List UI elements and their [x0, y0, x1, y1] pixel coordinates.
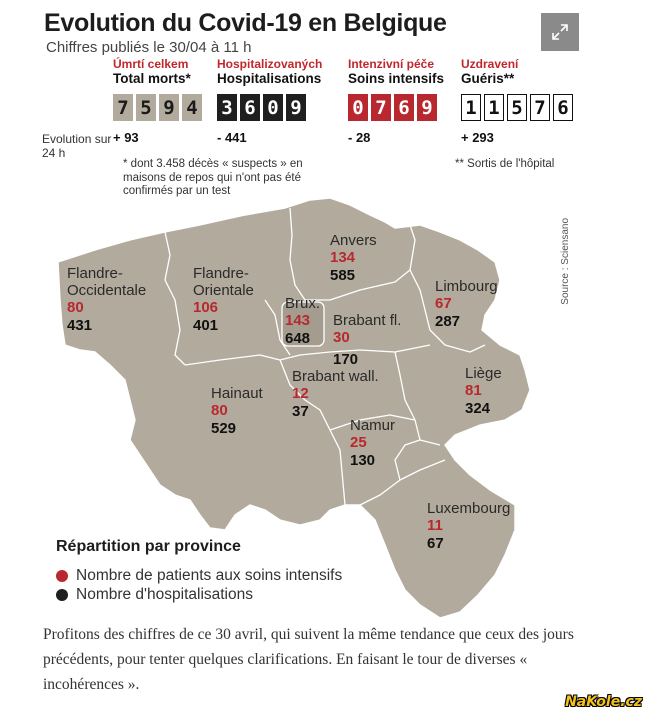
- stat-delta: + 93: [113, 130, 139, 145]
- province-hosp-count: 324: [465, 400, 491, 417]
- counter-digit: 1: [461, 94, 481, 121]
- counter-digit: 5: [507, 94, 527, 121]
- counter-digit: 3: [217, 94, 237, 121]
- black-dot-icon: [56, 589, 68, 601]
- province-namur: [350, 417, 395, 470]
- province-ic-count: 67: [435, 295, 452, 312]
- province-hosp-count: 170: [333, 351, 359, 368]
- counter-digit: 9: [286, 94, 306, 121]
- province-name: Anvers: [330, 232, 377, 249]
- stat-label-fr: Soins intensifs: [348, 71, 445, 86]
- province-name: Hainaut: [211, 385, 263, 402]
- evolution-label: Evolution sur 24 h: [42, 132, 112, 160]
- province-hosp-count: 287: [435, 313, 461, 330]
- legend-item-hosp: [56, 586, 253, 604]
- page-subtitle: Chiffres publiés le 30/04 à 11 h: [46, 39, 252, 56]
- recovered-footnote: ** Sortis de l'hôpital: [455, 158, 555, 170]
- province-name: Limbourg: [435, 278, 498, 295]
- province-ic-count: 11: [427, 517, 443, 534]
- province-hosp-count: 67: [427, 535, 444, 552]
- province-ic-count: 80: [211, 402, 228, 419]
- counter-digit: 7: [113, 94, 133, 121]
- counter-digit: 6: [394, 94, 414, 121]
- deaths-footnote: * dont 3.458 décès « suspects » en maisons de repos qui n'ont pas été confirmés par un test: [123, 158, 303, 197]
- counter-digit: 1: [484, 94, 504, 121]
- counter-digit: 4: [182, 94, 202, 121]
- province-name: Namur: [350, 417, 396, 434]
- province-hosp-count: 529: [211, 420, 237, 437]
- page-title: Evolution du Covid-19 en Belgique: [44, 9, 447, 37]
- stat-label-cz: Intenzivní péče: [348, 57, 435, 71]
- province-name: Flandre-Occidentale: [67, 265, 147, 299]
- source-credit: Source : Sciensano: [560, 218, 571, 305]
- province-hosp-count: 130: [350, 452, 376, 469]
- province-liege: [465, 365, 502, 418]
- legend-item-ic: [56, 567, 342, 585]
- province-name: Brabant fl.: [333, 312, 402, 329]
- province-name: Luxembourg: [427, 500, 511, 517]
- province-brabant-flamand: [333, 312, 401, 369]
- legend-label: Nombre de patients aux soins intensifs: [76, 567, 343, 584]
- province-hosp-count: 648: [285, 330, 311, 347]
- province-name: Liège: [465, 365, 502, 382]
- province-name: Brabant wall.: [292, 368, 379, 385]
- legend-title: Répartition par province: [56, 538, 241, 555]
- red-dot-icon: [56, 570, 68, 582]
- province-luxembourg: [427, 500, 510, 553]
- counter-digit: 7: [530, 94, 550, 121]
- counter-digit: 0: [348, 94, 368, 121]
- province-ic-count: 80: [67, 299, 84, 316]
- province-name: Flandre-Orientale: [193, 265, 254, 299]
- counter-digit: 0: [263, 94, 283, 121]
- province-bruxelles: [285, 295, 320, 348]
- province-flandre-occidentale: [67, 265, 177, 335]
- counter-digit: 6: [553, 94, 573, 121]
- province-name: Brux.: [285, 295, 321, 312]
- counter-digit: 9: [159, 94, 179, 121]
- stat-label-fr: Hospitalisations: [217, 71, 322, 86]
- province-ic-count: 30: [333, 329, 350, 346]
- province-ic-count: 134: [330, 249, 356, 266]
- province-ic-count: 106: [193, 299, 219, 316]
- province-flandre-orientale: [193, 265, 293, 335]
- province-ic-count: 25: [350, 434, 367, 451]
- stat-label-fr: Guéris**: [461, 71, 515, 86]
- counter-digit: 7: [371, 94, 391, 121]
- province-hosp-count: 401: [193, 317, 219, 334]
- stat-label-cz: Úmrtí celkem: [113, 57, 189, 71]
- counter-digit: 6: [240, 94, 260, 121]
- stat-label-cz: Hospitalizovaných: [217, 57, 323, 71]
- province-ic-count: 143: [285, 312, 311, 329]
- province-limbourg: [435, 278, 498, 331]
- stat-delta: + 293: [461, 130, 494, 145]
- province-anvers: [330, 232, 377, 285]
- watermark-logo: NaKole.cz: [565, 694, 642, 710]
- province-hainaut: [211, 385, 263, 438]
- legend-label: Nombre d'hospitalisations: [76, 586, 253, 603]
- article-paragraph: Profitons des chiffres de ce 30 avril, qui suivent la même tendance que ceux des jours précédents, pour tenter quelques clarifications. En faisant le tour de diverses « incohérences ».: [43, 626, 574, 693]
- province-ic-count: 81: [465, 382, 482, 399]
- counter-digit: 5: [136, 94, 156, 121]
- stat-label-fr: Total morts*: [113, 71, 191, 86]
- stat-delta: - 441: [217, 130, 247, 145]
- counter-digit: 9: [417, 94, 437, 121]
- stat-label-cz: Uzdravení: [461, 57, 519, 71]
- stat-delta: - 28: [348, 130, 371, 145]
- province-brabant-wallon: [292, 368, 379, 421]
- province-ic-count: 12: [292, 385, 309, 402]
- province-hosp-count: 585: [330, 267, 356, 284]
- province-hosp-count: 37: [292, 403, 309, 420]
- province-hosp-count: 431: [67, 317, 93, 334]
